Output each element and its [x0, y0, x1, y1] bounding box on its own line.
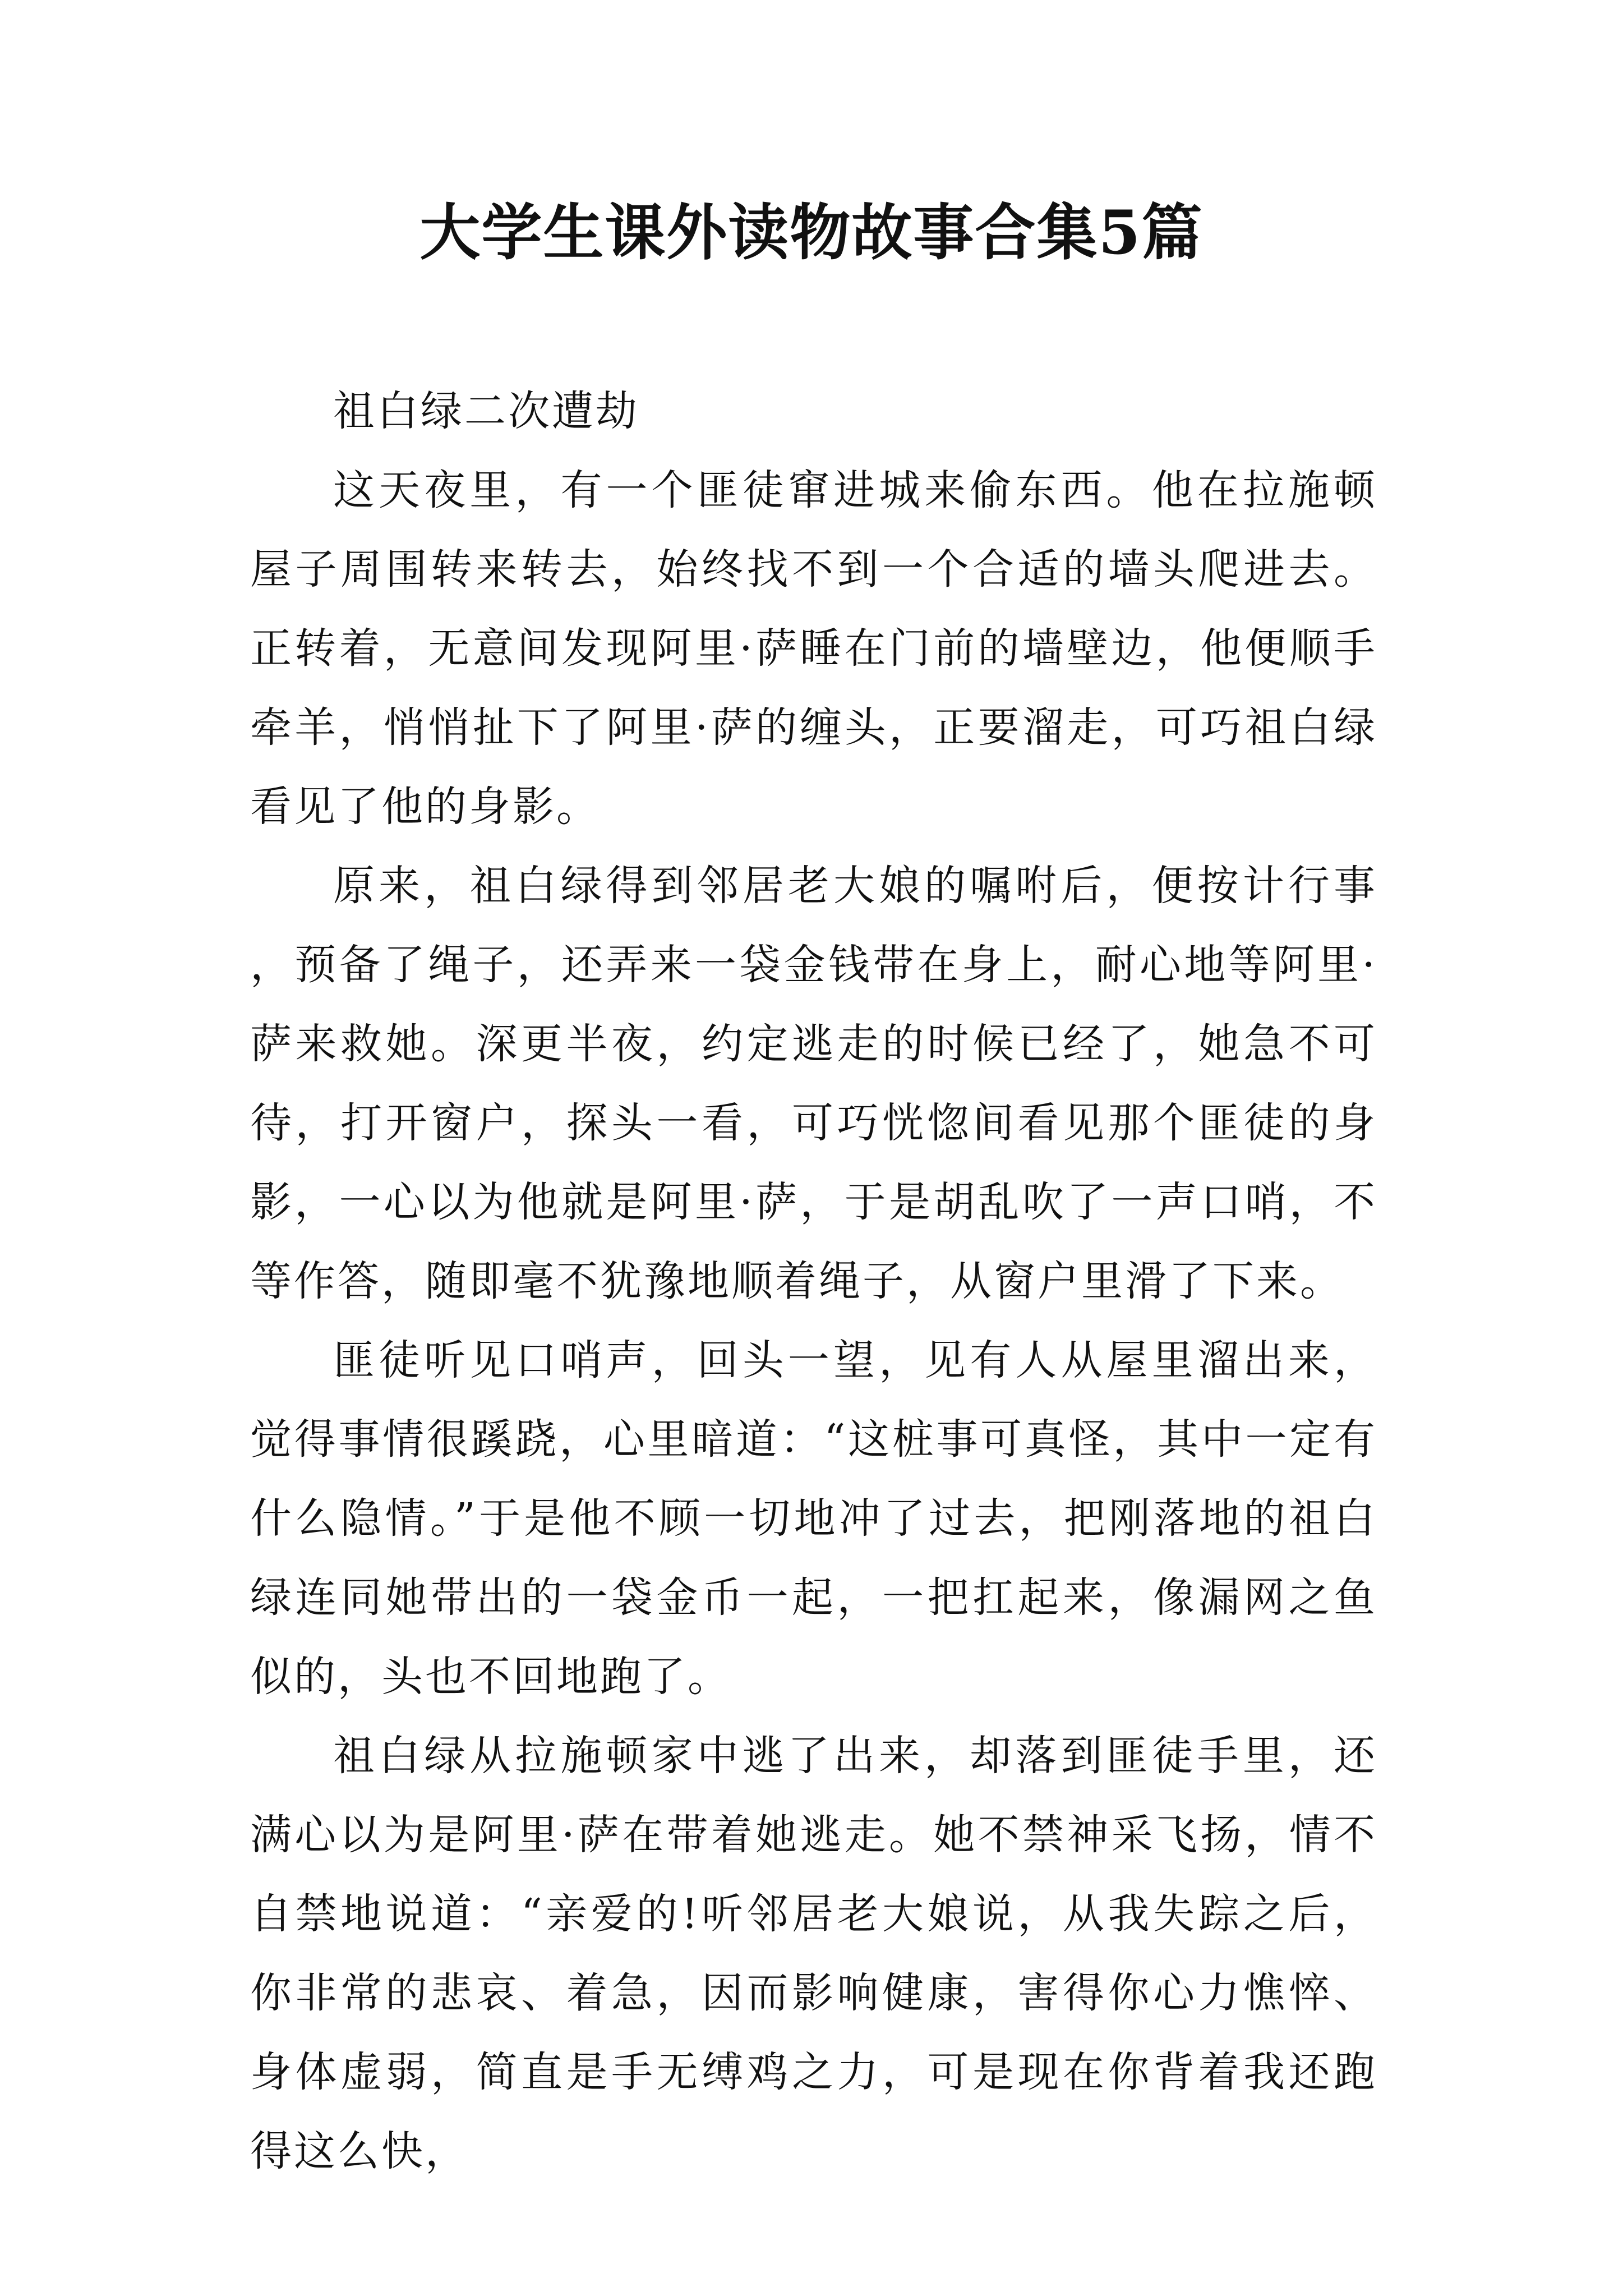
body-paragraph-4: 祖白绿从拉施顿家中逃了出来，却落到匪徒手里，还满心以为是阿里·萨在带着她逃走。她不禁神采飞扬，情不自禁地说道：“亲爱的!听邻居老大娘说，从我失踪之后，你非常的悲哀、着急，因而影响健康，害得你心力憔悴、身体虚弱，简直是手无缚鸡之力，可是现在你背着我还跑得这么快，	[250, 1732, 1377, 2175]
body-paragraph-1: 这天夜里，有一个匪徒窜进城来偷东西。他在拉施顿屋子周围转来转去，始终找不到一个合适的墙头爬进去。正转着，无意间发现阿里·萨睡在门前的墙壁边，他便顺手牵羊，悄悄扯下了阿里·萨的缠头，正要溜走，可巧祖白绿看见了他的身影。	[250, 466, 1377, 831]
story-subtitle: 祖白绿二次遭劫	[333, 387, 639, 435]
document-body	[250, 372, 1377, 2191]
body-paragraph-3: 匪徒听见口哨声，回头一望，见有人从屋里溜出来，觉得事情很蹊跷，心里暗道：“这桩事可真怪，其中一定有什么隐情。”于是他不顾一切地冲了过去，把刚落地的祖白绿连同她带出的一袋金币一起，一把扛起来，像漏网之鱼似的，头也不回地跑了。	[250, 1336, 1377, 1701]
document-title: 大学生课外读物故事合集5篇	[419, 197, 1204, 268]
body-paragraph-2: 原来，祖白绿得到邻居老大娘的嘱咐后，便按计行事，预备了绳子，还弄来一袋金钱带在身上，耐心地等阿里·萨来救她。深更半夜，约定逃走的时候已经了，她急不可待，打开窗户，探头一看，可巧恍惚间看见那个匪徒的身影，一心以为他就是阿里·萨，于是胡乱吹了一声口哨，不等作答，随即毫不犹豫地顺着绳子，从窗户里滑了下来。	[250, 862, 1377, 1305]
